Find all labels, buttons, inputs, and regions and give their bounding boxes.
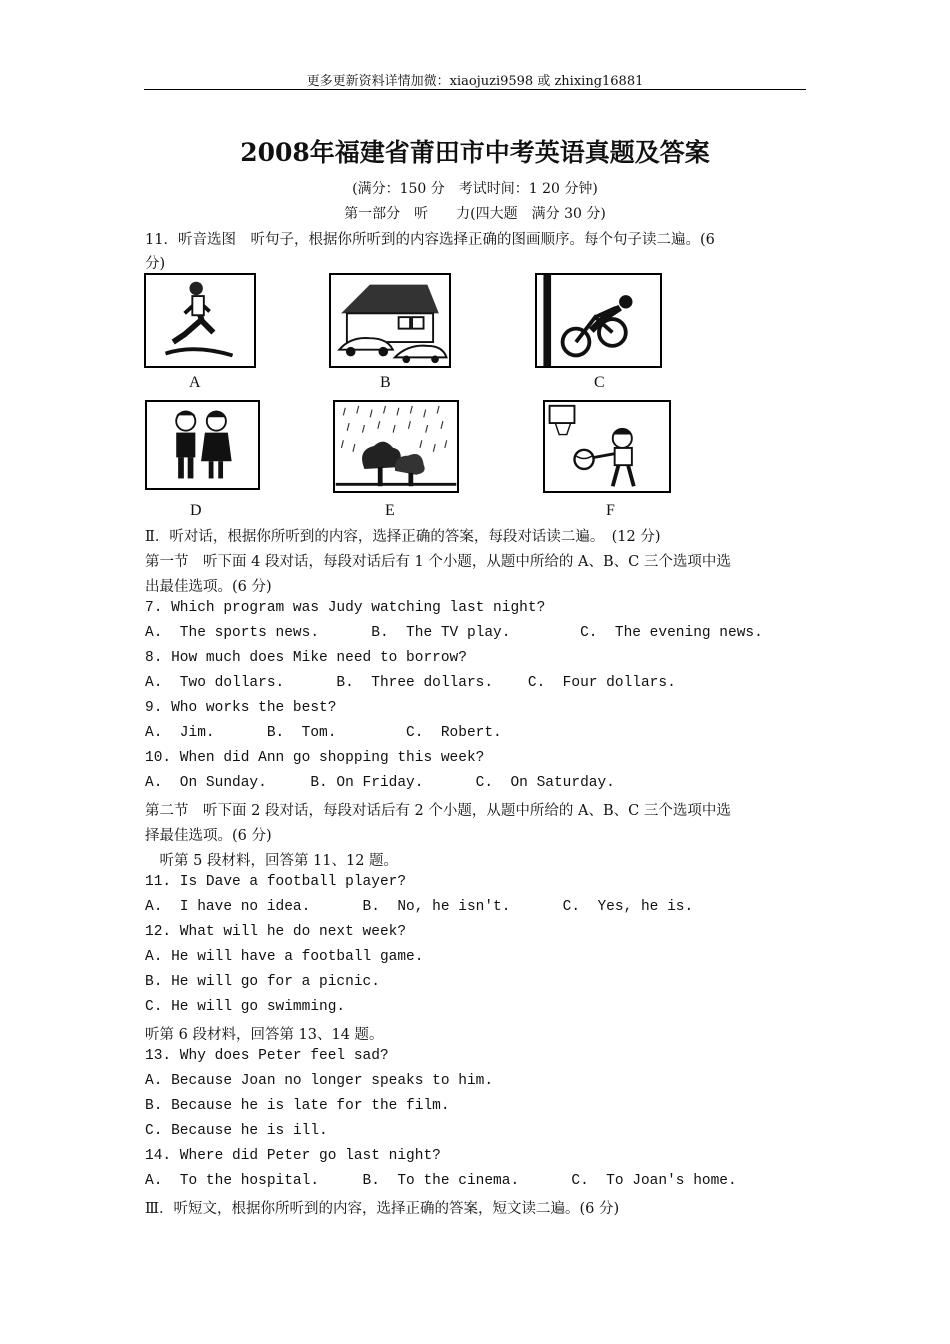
picture-a-label: A xyxy=(189,374,201,391)
section2-part2-instruction: 第二节 听下面 2 段对话，每段对话后有 2 个小题，从题中所给的 A、B、C 三个选项中选 xyxy=(145,803,731,819)
question-12-option-b: B. He will go for a picnic. xyxy=(145,974,380,990)
question-8-options: A. Two dollars. B. Three dollars. C. Four dollars. xyxy=(145,675,676,691)
material-6-instruction: 听第 6 段材料，回答第 13、14 题。 xyxy=(145,1027,384,1043)
exam-info: (满分：150 分 考试时间：1 20 分钟) xyxy=(352,181,598,197)
question-10: 10. When did Ann go shopping this week? xyxy=(145,750,485,766)
page-title: 2008年福建省莆田市中考英语真题及答案 xyxy=(240,138,710,167)
picture-f-label: F xyxy=(606,502,615,519)
question-13-option-b: B. Because he is late for the film. xyxy=(145,1098,450,1114)
question-14-options: A. To the hospital. B. To the cinema. C. To Joan's home. xyxy=(145,1173,737,1189)
picture-e-label: E xyxy=(385,502,395,519)
picture-c-label: C xyxy=(594,374,605,391)
question-12: 12. What will he do next week? xyxy=(145,924,407,940)
section2-heading: Ⅱ．听对话，根据你所听到的内容，选择正确的答案，每段对话读二遍。 (12 分) xyxy=(145,529,661,545)
rain-trees-icon xyxy=(335,402,457,491)
question-9: 9. Who works the best? xyxy=(145,700,337,716)
picture-f xyxy=(543,400,671,493)
house-cars-icon xyxy=(331,275,449,366)
section2-part1-instruction-cont: 出最佳选项。(6 分) xyxy=(145,579,272,595)
question-7: 7. Which program was Judy watching last night? xyxy=(145,600,546,616)
question-9-options: A. Jim. B. Tom. C. Robert. xyxy=(145,725,502,741)
header-divider xyxy=(144,89,806,90)
two-kids-icon xyxy=(147,402,258,488)
question-7-options: A. The sports news. B. The TV play. C. The evening news. xyxy=(145,625,763,641)
picture-b xyxy=(329,273,451,368)
picture-d xyxy=(145,400,260,490)
section3-heading: Ⅲ．听短文，根据你所听到的内容，选择正确的答案，短文读二遍。(6 分) xyxy=(145,1201,620,1217)
material-5-instruction: 听第 5 段材料，回答第 11、12 题。 xyxy=(145,853,399,869)
section2-part2-instruction-cont: 择最佳选项。(6 分) xyxy=(145,828,272,844)
basketball-player-icon xyxy=(545,402,669,491)
section1-instruction-cont: 分) xyxy=(145,256,166,272)
question-11: 11. Is Dave a football player? xyxy=(145,874,407,890)
question-10-options: A. On Sunday. B. On Friday. C. On Saturday. xyxy=(145,775,615,791)
runner-icon xyxy=(146,275,254,366)
question-13: 13. Why does Peter feel sad? xyxy=(145,1048,389,1064)
question-12-option-c: C. He will go swimming. xyxy=(145,999,346,1015)
question-11-options: A. I have no idea. B. No, he isn't. C. Yes, he is. xyxy=(145,899,694,915)
picture-b-label: B xyxy=(380,374,391,391)
picture-e xyxy=(333,400,459,493)
bicycle-rider-icon xyxy=(537,275,660,366)
page-header: 更多更新资料详情加微：xiaojuzi9598 或 zhixing16881 xyxy=(306,74,644,89)
question-8: 8. How much does Mike need to borrow? xyxy=(145,650,467,666)
question-13-option-c: C. Because he is ill. xyxy=(145,1123,328,1139)
picture-c xyxy=(535,273,662,368)
question-14: 14. Where did Peter go last night? xyxy=(145,1148,441,1164)
picture-a xyxy=(144,273,256,368)
question-12-option-a: A. He will have a football game. xyxy=(145,949,424,965)
question-13-option-a: A. Because Joan no longer speaks to him. xyxy=(145,1073,494,1089)
part-heading: 第一部分 听 力(四大题 满分 30 分) xyxy=(344,206,606,222)
picture-d-label: D xyxy=(190,502,202,519)
section1-instruction: 11．听音选图 听句子，根据你所听到的内容选择正确的图画顺序。每个句子读二遍。(6 xyxy=(145,232,715,248)
section2-part1-instruction: 第一节 听下面 4 段对话，每段对话后有 1 个小题，从题中所给的 A、B、C 三个选项中选 xyxy=(145,554,731,570)
